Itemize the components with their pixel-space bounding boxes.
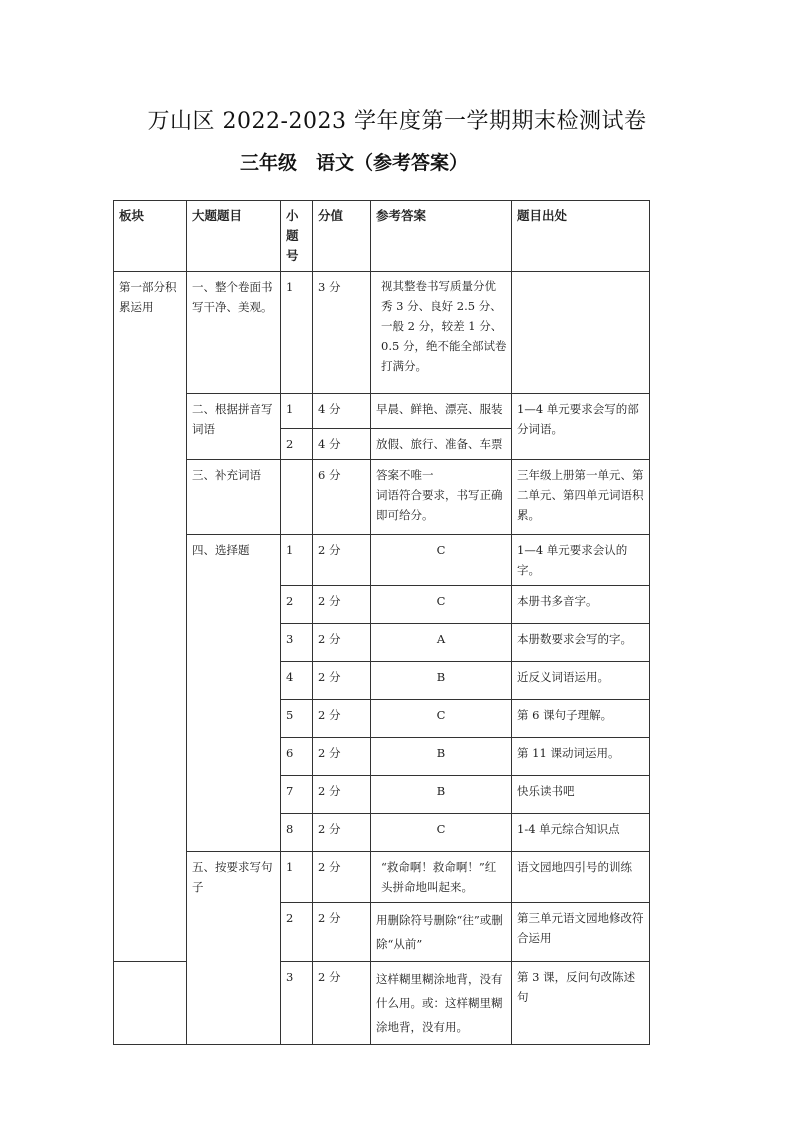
page-subtitle: 三年级 语文（参考答案） bbox=[240, 152, 469, 174]
source-cell: 三年级上册第一单元、第二单元、第四单元词语积累。 bbox=[512, 460, 650, 535]
answer-cell: C bbox=[371, 700, 512, 738]
header-question: 大题题目 bbox=[187, 201, 281, 272]
answer-cell: B bbox=[371, 662, 512, 700]
answer-cell: 早晨、鲜艳、漂亮、服装 bbox=[371, 394, 512, 429]
section-cell-empty bbox=[114, 962, 187, 1045]
question-cell: 三、补充词语 bbox=[187, 460, 281, 535]
answer-cell: C bbox=[371, 586, 512, 624]
table-row bbox=[114, 394, 650, 429]
question-cell: 四、选择题 bbox=[187, 535, 281, 852]
source-cell: 第三单元语文园地修改符合运用 bbox=[512, 903, 650, 962]
score-cell: 2 分 bbox=[313, 814, 371, 852]
question-cell: 五、按要求写句子 bbox=[187, 852, 281, 1045]
score-cell: 6 分 bbox=[313, 460, 371, 535]
score-cell: 2 分 bbox=[313, 624, 371, 662]
source-cell: 1—4 单元要求会写的部分词语。 bbox=[512, 394, 650, 460]
answer-cell: 用删除符号删除“往”或删除“从前” bbox=[371, 903, 512, 962]
answer-cell: 这样糊里糊涂地背，没有什么用。或：这样糊里糊涂地背，没有用。 bbox=[371, 962, 512, 1045]
score-cell: 2 分 bbox=[313, 962, 371, 1045]
question-cell: 二、根据拼音写词语 bbox=[187, 394, 281, 460]
answer-table bbox=[113, 200, 650, 1045]
sub-no-cell: 1 bbox=[281, 272, 313, 394]
source-cell: 本册数要求会写的字。 bbox=[512, 624, 650, 662]
source-cell: 1-4 单元综合知识点 bbox=[512, 814, 650, 852]
sub-no-cell: 8 bbox=[281, 814, 313, 852]
page-title: 万山区 2022-2023 学年度第一学期期末检测试卷 bbox=[147, 109, 647, 134]
answer-cell: C bbox=[371, 535, 512, 586]
header-source: 题目出处 bbox=[512, 201, 650, 272]
answer-cell: A bbox=[371, 624, 512, 662]
score-cell: 4 分 bbox=[313, 394, 371, 429]
sub-no-cell: 6 bbox=[281, 738, 313, 776]
section-cell: 第一部分积累运用 bbox=[114, 272, 187, 962]
sub-no-cell: 4 bbox=[281, 662, 313, 700]
sub-no-cell: 1 bbox=[281, 852, 313, 903]
source-cell: 第 11 课动词运用。 bbox=[512, 738, 650, 776]
source-cell: 本册书多音字。 bbox=[512, 586, 650, 624]
sub-no-cell: 1 bbox=[281, 394, 313, 429]
sub-no-cell bbox=[281, 460, 313, 535]
source-cell: 语文园地四引号的训练 bbox=[512, 852, 650, 903]
header-section: 板块 bbox=[114, 201, 187, 272]
answer-cell: B bbox=[371, 776, 512, 814]
question-cell: 一、整个卷面书写干净、美观。 bbox=[187, 272, 281, 394]
score-cell: 2 分 bbox=[313, 586, 371, 624]
table-row bbox=[114, 272, 650, 394]
sub-no-cell: 7 bbox=[281, 776, 313, 814]
score-cell: 2 分 bbox=[313, 776, 371, 814]
answer-cell: 答案不唯一 词语符合要求，书写正确即可给分。 bbox=[371, 460, 512, 535]
sub-no-cell: 3 bbox=[281, 962, 313, 1045]
score-cell: 2 分 bbox=[313, 535, 371, 586]
answer-cell: B bbox=[371, 738, 512, 776]
answer-cell: “救命啊！救命啊！”红头拼命地叫起来。 bbox=[371, 852, 512, 903]
header-sub-no: 小题号 bbox=[281, 201, 313, 272]
score-cell: 4 分 bbox=[313, 429, 371, 460]
score-cell: 2 分 bbox=[313, 700, 371, 738]
score-cell: 2 分 bbox=[313, 852, 371, 903]
answer-cell: 视其整卷书写质量分优秀 3 分、良好 2.5 分、一般 2 分，较差 1 分、0.5 分，绝不能全部试卷打满分。 bbox=[371, 272, 512, 394]
sub-no-cell: 5 bbox=[281, 700, 313, 738]
header-answer: 参考答案 bbox=[371, 201, 512, 272]
table-row bbox=[114, 460, 650, 535]
source-cell: 第 3 课，反问句改陈述句 bbox=[512, 962, 650, 1045]
source-cell: 1—4 单元要求会认的字。 bbox=[512, 535, 650, 586]
header-score: 分值 bbox=[313, 201, 371, 272]
table-header-row bbox=[114, 201, 650, 272]
source-cell: 近反义词语运用。 bbox=[512, 662, 650, 700]
source-cell bbox=[512, 272, 650, 394]
score-cell: 3 分 bbox=[313, 272, 371, 394]
score-cell: 2 分 bbox=[313, 903, 371, 962]
source-cell: 第 6 课句子理解。 bbox=[512, 700, 650, 738]
score-cell: 2 分 bbox=[313, 738, 371, 776]
answer-cell: C bbox=[371, 814, 512, 852]
answer-cell: 放假、旅行、准备、车票 bbox=[371, 429, 512, 460]
sub-no-cell: 2 bbox=[281, 903, 313, 962]
score-cell: 2 分 bbox=[313, 662, 371, 700]
table-row bbox=[114, 852, 650, 903]
sub-no-cell: 2 bbox=[281, 586, 313, 624]
source-cell: 快乐读书吧 bbox=[512, 776, 650, 814]
sub-no-cell: 1 bbox=[281, 535, 313, 586]
table-row bbox=[114, 535, 650, 586]
sub-no-cell: 2 bbox=[281, 429, 313, 460]
sub-no-cell: 3 bbox=[281, 624, 313, 662]
